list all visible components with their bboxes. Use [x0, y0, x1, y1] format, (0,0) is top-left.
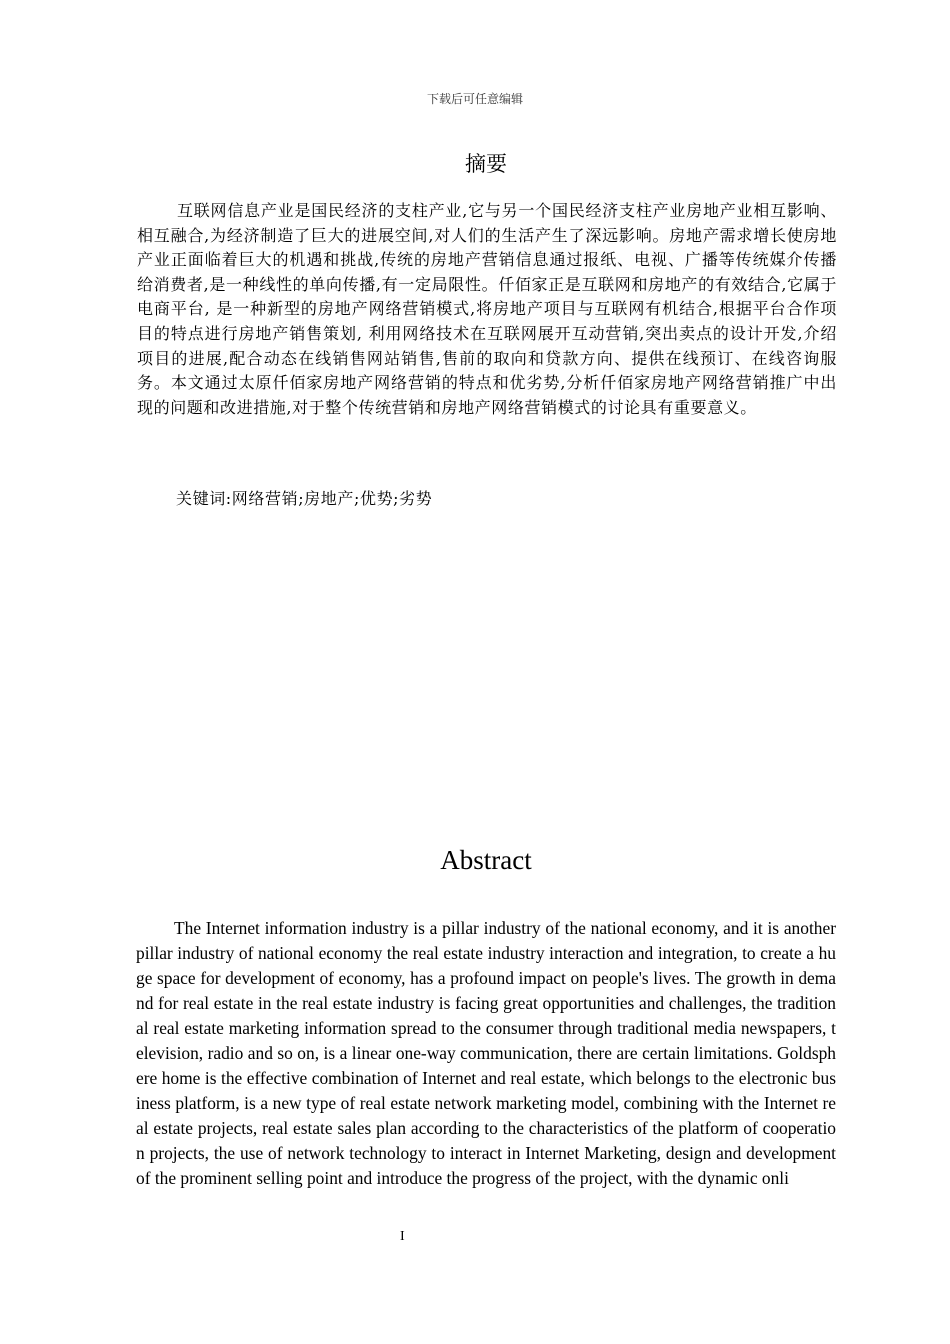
- abstract-en-title: Abstract: [440, 845, 532, 875]
- abstract-cn-body: 互联网信息产业是国民经济的支柱产业,它与另一个国民经济支柱产业房地产业相互影响、相互融合,为经济制造了巨大的进展空间,对人们的生活产生了深远影响。房地产需求增长使房地产业正面临着巨大的机遇和挑战,传统的房地产营销信息通过报纸、电视、广播等传统媒介传播给消费者,是一种线性的单向传播,有一定局限性。仟佰家正是互联网和房地产的有效结合,它属于电商平台, 是一种新型的房地产网络营销模式,将房地产项目与互联网有机结合,根据平台合作项目的特点进行房地产销售策划, 利用网络技术在互联网展开互动营销,突出卖点的设计开发,介绍项目的进展,配合动态在线销售网站销售,售前的取向和贷款方向、提供在线预订、在线咨询服务。本文通过太原仟佰家房地产网络营销的特点和优劣势,分析仟佰家房地产网络营销推广中出现的问题和改进措施,对于整个传统营销和房地产网络营销模式的讨论具有重要意义。: [137, 201, 837, 417]
- abstract-en-body: The Internet information industry is a pillar industry of the national economy, and it is another pillar industry of national economy the real estate industry interaction and integration, to create a huge space for development of economy, has a profound impact on people's lives. The growth in demand for real estate in the real estate industry is facing great opportunities and challenges, the traditional real estate marketing information spread to the consumer through traditional media newspapers, television, radio and so on, is a linear one-way communication, there are certain limitations. Goldsphere home is the effective combination of Internet and real estate, which belongs to the electronic business platform, is a new type of real estate network marketing model, combining with the Internet real estate projects, real estate sales plan according to the characteristics of the platform of cooperation projects, the use of network technology to interact in Internet Marketing, design and development of the prominent selling point and introduce the progress of the project, with the dynamic onli: [136, 918, 836, 1188]
- header-note: 下载后可任意编辑: [426, 92, 523, 106]
- abstract-cn-title: 摘要: [465, 152, 507, 176]
- page-number: I: [400, 1229, 405, 1244]
- keywords-cn: 关键词:网络营销;房地产;优势;劣势: [176, 489, 433, 508]
